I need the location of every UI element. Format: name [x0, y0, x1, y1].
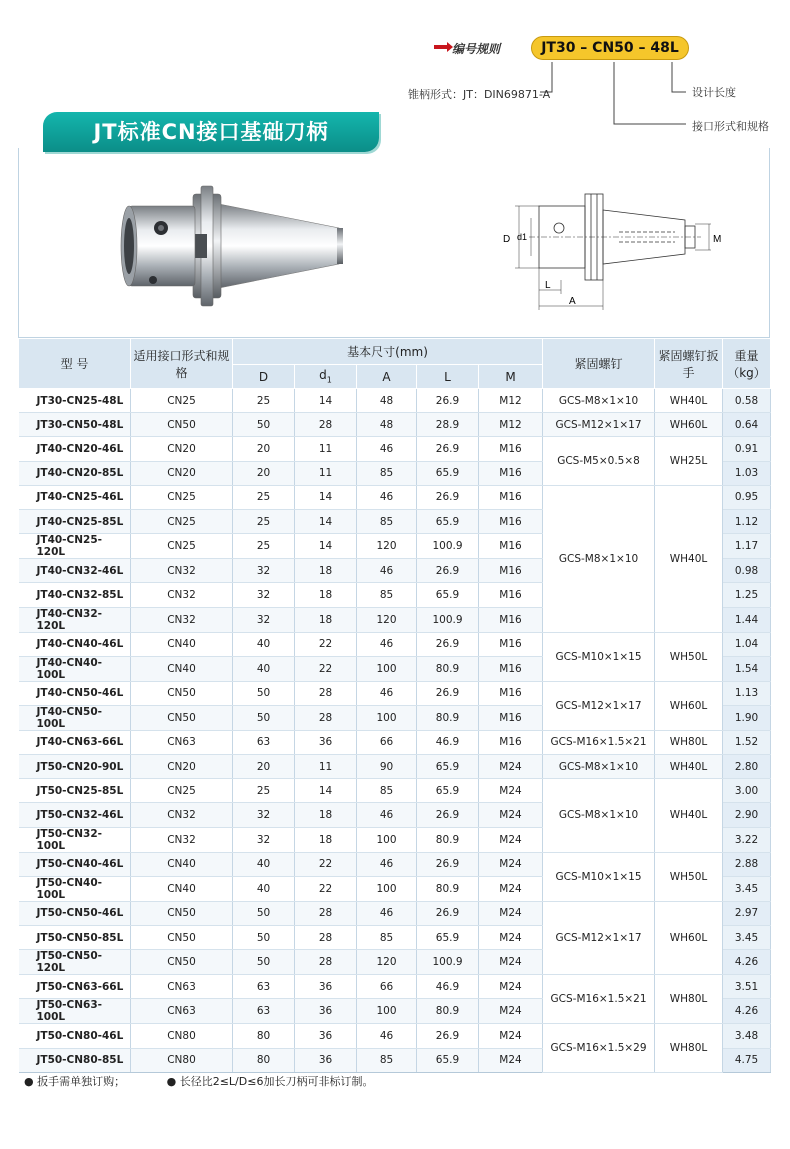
dim-L-cell: 26.9	[417, 632, 479, 656]
dim-d1-cell: 22	[295, 876, 357, 901]
screw-cell: GCS-M12×1×17	[543, 901, 655, 974]
dim-D-cell: 50	[233, 413, 295, 437]
dim-A-cell: 100	[357, 999, 417, 1024]
dim-d1-cell: 28	[295, 901, 357, 925]
dim-D-cell: 63	[233, 730, 295, 754]
dim-D-cell: 40	[233, 876, 295, 901]
table-row	[19, 485, 771, 509]
dim-d1-cell: 14	[295, 389, 357, 413]
interface-cell: CN32	[131, 607, 233, 632]
dim-d1-cell: 28	[295, 950, 357, 975]
weight-cell: 1.44	[723, 607, 771, 632]
model-cell: JT40-CN25-46L	[19, 485, 131, 509]
dim-L-cell: 100.9	[417, 950, 479, 975]
dim-d1-cell: 28	[295, 705, 357, 730]
dim-L-cell: 26.9	[417, 901, 479, 925]
col-header-A: A	[357, 365, 417, 389]
interface-cell: CN50	[131, 901, 233, 925]
dim-M-cell: M24	[479, 803, 543, 827]
dim-M-cell: M24	[479, 779, 543, 803]
dim-D-cell: 25	[233, 779, 295, 803]
weight-cell: 2.97	[723, 901, 771, 925]
dim-d1-cell: 36	[295, 975, 357, 999]
dim-D-label: D	[503, 234, 511, 245]
dim-M-cell: M16	[479, 437, 543, 461]
weight-cell: 3.51	[723, 975, 771, 999]
dim-L-cell: 26.9	[417, 1024, 479, 1048]
model-cell: JT30-CN50-48L	[19, 413, 131, 437]
dim-d1-cell: 36	[295, 1024, 357, 1048]
dim-d1-cell: 22	[295, 656, 357, 681]
coding-rule-label: 编号规则	[452, 42, 501, 56]
dim-D-cell: 80	[233, 1048, 295, 1072]
dim-M-cell: M16	[479, 656, 543, 681]
dim-d1-cell: 18	[295, 559, 357, 583]
weight-cell: 1.25	[723, 583, 771, 607]
model-cell: JT40-CN25-120L	[19, 534, 131, 559]
dim-D-cell: 32	[233, 803, 295, 827]
col-header-weight: 重量（kg）	[723, 339, 771, 389]
weight-cell: 3.22	[723, 827, 771, 852]
model-cell: JT40-CN40-100L	[19, 656, 131, 681]
screw-cell: GCS-M8×1×10	[543, 779, 655, 852]
dim-M-cell: M16	[479, 632, 543, 656]
table-row	[19, 632, 771, 656]
dim-D-cell: 50	[233, 681, 295, 705]
col-header-dims: 基本尺寸(mm)	[233, 339, 543, 365]
dim-M-cell: M16	[479, 485, 543, 509]
dim-D-cell: 32	[233, 607, 295, 632]
interface-cell: CN40	[131, 656, 233, 681]
model-cell: JT50-CN80-46L	[19, 1024, 131, 1048]
dim-A-cell: 90	[357, 755, 417, 779]
weight-cell: 1.03	[723, 461, 771, 485]
dim-d1-cell: 28	[295, 926, 357, 950]
dim-A-cell: 100	[357, 876, 417, 901]
interface-cell: CN63	[131, 975, 233, 999]
dim-D-cell: 50	[233, 705, 295, 730]
dim-d1-cell: 14	[295, 779, 357, 803]
interface-cell: CN50	[131, 681, 233, 705]
dim-A-cell: 46	[357, 437, 417, 461]
weight-cell: 1.52	[723, 730, 771, 754]
dim-D-cell: 20	[233, 437, 295, 461]
dim-D-cell: 32	[233, 559, 295, 583]
dim-M-cell: M24	[479, 901, 543, 925]
wrench-cell: WH80L	[655, 1024, 723, 1072]
dim-d1-cell: 11	[295, 755, 357, 779]
dim-A-cell: 100	[357, 827, 417, 852]
interface-cell: CN32	[131, 583, 233, 607]
dim-D-cell: 50	[233, 901, 295, 925]
table-row	[19, 681, 771, 705]
dim-L-cell: 65.9	[417, 1048, 479, 1072]
interface-cell: CN50	[131, 705, 233, 730]
dim-A-cell: 46	[357, 681, 417, 705]
dim-M-cell: M16	[479, 730, 543, 754]
model-cell: JT40-CN63-66L	[19, 730, 131, 754]
dim-M-cell: M16	[479, 681, 543, 705]
weight-cell: 1.54	[723, 656, 771, 681]
dim-D-cell: 25	[233, 389, 295, 413]
dim-M-cell: M24	[479, 827, 543, 852]
footnotes	[24, 1073, 411, 1089]
model-cell: JT50-CN20-90L	[19, 755, 131, 779]
dim-L-cell: 80.9	[417, 656, 479, 681]
interface-note: 接口形式和规格	[692, 120, 769, 133]
dim-A-cell: 46	[357, 1024, 417, 1048]
dim-A-cell: 85	[357, 509, 417, 533]
col-header-d1: $d_1$	[295, 365, 357, 389]
dim-d1-cell: 22	[295, 632, 357, 656]
weight-cell: 0.64	[723, 413, 771, 437]
dim-L-cell: 80.9	[417, 999, 479, 1024]
dim-A-cell: 120	[357, 607, 417, 632]
dim-A-cell: 85	[357, 583, 417, 607]
wrench-cell: WH40L	[655, 779, 723, 852]
model-cell: JT50-CN40-46L	[19, 852, 131, 876]
model-cell: JT50-CN50-85L	[19, 926, 131, 950]
dim-A-cell: 85	[357, 779, 417, 803]
dim-M-cell: M16	[479, 559, 543, 583]
weight-cell: 3.48	[723, 1024, 771, 1048]
wrench-cell: WH40L	[655, 755, 723, 779]
interface-cell: CN20	[131, 437, 233, 461]
dim-L-cell: 65.9	[417, 755, 479, 779]
model-cell: JT50-CN50-46L	[19, 901, 131, 925]
dim-L-cell: 100.9	[417, 534, 479, 559]
dim-A-cell: 100	[357, 705, 417, 730]
footnote-custom: ● 长径比2≤L/D≤6加长刀柄可非标订制。	[166, 1075, 374, 1088]
dim-A-cell: 48	[357, 389, 417, 413]
dim-A-cell: 66	[357, 975, 417, 999]
col-header-wrench: 紧固螺钉扳手	[655, 339, 723, 389]
interface-cell: CN40	[131, 632, 233, 656]
dim-L-cell: 28.9	[417, 413, 479, 437]
interface-cell: CN80	[131, 1024, 233, 1048]
model-cell: JT40-CN32-120L	[19, 607, 131, 632]
dim-A-cell: 120	[357, 534, 417, 559]
table-row	[19, 901, 771, 925]
model-cell: JT40-CN20-46L	[19, 437, 131, 461]
dim-D-cell: 80	[233, 1024, 295, 1048]
dim-M-cell: M24	[479, 876, 543, 901]
dim-L-cell: 26.9	[417, 681, 479, 705]
dim-d1-cell: 11	[295, 461, 357, 485]
screw-cell: GCS-M10×1×15	[543, 852, 655, 901]
screw-cell: GCS-M16×1.5×21	[543, 730, 655, 754]
model-cell: JT50-CN32-100L	[19, 827, 131, 852]
dim-L-cell: 46.9	[417, 975, 479, 999]
interface-cell: CN25	[131, 534, 233, 559]
dim-L-cell: 65.9	[417, 583, 479, 607]
weight-cell: 1.17	[723, 534, 771, 559]
wrench-cell: WH25L	[655, 437, 723, 485]
interface-cell: CN80	[131, 1048, 233, 1072]
screw-cell: GCS-M8×1×10	[543, 485, 655, 632]
interface-cell: CN40	[131, 852, 233, 876]
interface-cell: CN63	[131, 999, 233, 1024]
interface-cell: CN50	[131, 950, 233, 975]
col-header-interface: 适用接口形式和规格	[131, 339, 233, 389]
dim-D-cell: 40	[233, 852, 295, 876]
dim-A-label: A	[569, 296, 576, 307]
wrench-cell: WH40L	[655, 389, 723, 413]
product-panel	[18, 148, 770, 338]
dim-d1-cell: 18	[295, 583, 357, 607]
dim-M-cell: M24	[479, 999, 543, 1024]
wrench-cell: WH80L	[655, 730, 723, 754]
model-cell: JT30-CN25-48L	[19, 389, 131, 413]
model-cell: JT50-CN32-46L	[19, 803, 131, 827]
dim-L-cell: 65.9	[417, 509, 479, 533]
table-row	[19, 437, 771, 461]
section-title-banner	[43, 112, 379, 152]
dim-L-cell: 26.9	[417, 485, 479, 509]
dim-d1-cell: 36	[295, 730, 357, 754]
dim-L-cell: 26.9	[417, 559, 479, 583]
interface-cell: CN20	[131, 461, 233, 485]
dim-A-cell: 46	[357, 485, 417, 509]
dim-M-label: M	[713, 234, 722, 245]
dim-d1-cell: 36	[295, 1048, 357, 1072]
table-row	[19, 389, 771, 413]
weight-cell: 1.90	[723, 705, 771, 730]
wrench-cell: WH60L	[655, 413, 723, 437]
interface-cell: CN50	[131, 926, 233, 950]
model-cell: JT40-CN40-46L	[19, 632, 131, 656]
dim-d1-cell: 36	[295, 999, 357, 1024]
weight-cell: 1.04	[723, 632, 771, 656]
section-title: JT标准CN接口基础刀柄	[93, 120, 329, 144]
wrench-cell: WH50L	[655, 852, 723, 901]
screw-cell: GCS-M16×1.5×21	[543, 975, 655, 1024]
interface-cell: CN32	[131, 827, 233, 852]
interface-cell: CN25	[131, 389, 233, 413]
dim-A-cell: 46	[357, 803, 417, 827]
table-row	[19, 730, 771, 754]
dim-L-cell: 26.9	[417, 437, 479, 461]
spec-table	[18, 338, 770, 1073]
dim-M-cell: M12	[479, 413, 543, 437]
screw-cell: GCS-M16×1.5×29	[543, 1024, 655, 1072]
dim-d1-cell: 18	[295, 607, 357, 632]
dim-M-cell: M24	[479, 1024, 543, 1048]
dim-d1-cell: 18	[295, 827, 357, 852]
interface-cell: CN25	[131, 509, 233, 533]
dim-M-cell: M12	[479, 389, 543, 413]
dim-L-cell: 26.9	[417, 803, 479, 827]
dim-D-cell: 63	[233, 999, 295, 1024]
model-cell: JT40-CN25-85L	[19, 509, 131, 533]
table-row	[19, 755, 771, 779]
wrench-cell: WH60L	[655, 681, 723, 730]
wrench-cell: WH50L	[655, 632, 723, 681]
tool-holder-photo	[109, 176, 369, 316]
table-row	[19, 779, 771, 803]
dim-D-cell: 25	[233, 509, 295, 533]
interface-cell: CN63	[131, 730, 233, 754]
weight-cell: 0.98	[723, 559, 771, 583]
red-arrow-icon	[434, 45, 448, 49]
dim-A-cell: 120	[357, 950, 417, 975]
model-cell: JT50-CN40-100L	[19, 876, 131, 901]
dim-A-cell: 46	[357, 559, 417, 583]
dim-M-cell: M16	[479, 705, 543, 730]
weight-cell: 4.26	[723, 950, 771, 975]
coding-rule-code: JT30 – CN50 – 48L	[531, 36, 689, 60]
dim-M-cell: M24	[479, 852, 543, 876]
screw-cell: GCS-M8×1×10	[543, 389, 655, 413]
screw-cell: GCS-M5×0.5×8	[543, 437, 655, 485]
col-header-screw: 紧固螺钉	[543, 339, 655, 389]
screw-cell: GCS-M12×1×17	[543, 681, 655, 730]
dim-D-cell: 50	[233, 950, 295, 975]
dim-D-cell: 40	[233, 656, 295, 681]
col-header-M: M	[479, 365, 543, 389]
dim-d1-label: d1	[517, 232, 528, 242]
length-note: 设计长度	[692, 86, 736, 99]
dim-D-cell: 25	[233, 485, 295, 509]
dim-M-cell: M24	[479, 950, 543, 975]
dim-A-cell: 46	[357, 632, 417, 656]
dim-L-cell: 80.9	[417, 827, 479, 852]
taper-note: 锥柄形式：JT：DIN69871-A	[408, 88, 551, 101]
screw-cell: GCS-M12×1×17	[543, 413, 655, 437]
model-cell: JT40-CN32-46L	[19, 559, 131, 583]
dim-M-cell: M24	[479, 926, 543, 950]
dim-M-cell: M16	[479, 509, 543, 533]
dim-D-cell: 25	[233, 534, 295, 559]
dim-A-cell: 66	[357, 730, 417, 754]
dim-D-cell: 40	[233, 632, 295, 656]
interface-cell: CN40	[131, 876, 233, 901]
dim-D-cell: 63	[233, 975, 295, 999]
dim-d1-cell: 22	[295, 852, 357, 876]
dim-A-cell: 46	[357, 901, 417, 925]
dim-M-cell: M16	[479, 461, 543, 485]
wrench-cell: WH60L	[655, 901, 723, 974]
dim-M-cell: M24	[479, 755, 543, 779]
wrench-cell: WH40L	[655, 485, 723, 632]
table-row	[19, 975, 771, 999]
weight-cell: 1.12	[723, 509, 771, 533]
screw-cell: GCS-M8×1×10	[543, 755, 655, 779]
dim-M-cell: M24	[479, 975, 543, 999]
model-cell: JT40-CN32-85L	[19, 583, 131, 607]
dim-L-cell: 46.9	[417, 730, 479, 754]
weight-cell: 0.91	[723, 437, 771, 461]
dim-d1-cell: 14	[295, 485, 357, 509]
interface-cell: CN32	[131, 803, 233, 827]
weight-cell: 2.90	[723, 803, 771, 827]
model-cell: JT50-CN63-66L	[19, 975, 131, 999]
col-header-L: L	[417, 365, 479, 389]
model-cell: JT40-CN20-85L	[19, 461, 131, 485]
model-cell: JT50-CN50-120L	[19, 950, 131, 975]
screw-cell: GCS-M10×1×15	[543, 632, 655, 681]
weight-cell: 2.80	[723, 755, 771, 779]
dim-D-cell: 32	[233, 583, 295, 607]
dim-L-cell: 80.9	[417, 705, 479, 730]
weight-cell: 4.75	[723, 1048, 771, 1072]
weight-cell: 3.00	[723, 779, 771, 803]
dim-L-cell: 65.9	[417, 779, 479, 803]
col-header-D: D	[233, 365, 295, 389]
weight-cell: 3.45	[723, 876, 771, 901]
model-cell: JT50-CN80-85L	[19, 1048, 131, 1072]
dim-D-cell: 20	[233, 461, 295, 485]
weight-cell: 4.26	[723, 999, 771, 1024]
dim-M-cell: M16	[479, 534, 543, 559]
dim-L-cell: 100.9	[417, 607, 479, 632]
dim-A-cell: 85	[357, 461, 417, 485]
dim-L-cell: 65.9	[417, 926, 479, 950]
dim-M-cell: M16	[479, 607, 543, 632]
model-cell: JT50-CN63-100L	[19, 999, 131, 1024]
dim-D-cell: 50	[233, 926, 295, 950]
dim-M-cell: M24	[479, 1048, 543, 1072]
dim-L-label: L	[545, 280, 551, 291]
dim-L-cell: 80.9	[417, 876, 479, 901]
wrench-cell: WH80L	[655, 975, 723, 1024]
col-header-model: 型 号	[19, 339, 131, 389]
dim-d1-cell: 18	[295, 803, 357, 827]
table-row	[19, 852, 771, 876]
weight-cell: 0.58	[723, 389, 771, 413]
dim-L-cell: 26.9	[417, 852, 479, 876]
model-cell: JT40-CN50-46L	[19, 681, 131, 705]
dim-d1-cell: 28	[295, 413, 357, 437]
dim-A-cell: 48	[357, 413, 417, 437]
spec-table-body	[19, 389, 771, 1073]
dim-M-cell: M16	[479, 583, 543, 607]
weight-cell: 3.45	[723, 926, 771, 950]
interface-cell: CN50	[131, 413, 233, 437]
dim-d1-cell: 11	[295, 437, 357, 461]
weight-cell: 0.95	[723, 485, 771, 509]
weight-cell: 1.13	[723, 681, 771, 705]
interface-cell: CN25	[131, 779, 233, 803]
dim-d1-cell: 14	[295, 534, 357, 559]
dim-A-cell: 85	[357, 1048, 417, 1072]
interface-cell: CN32	[131, 559, 233, 583]
dim-A-cell: 46	[357, 852, 417, 876]
dim-d1-cell: 14	[295, 509, 357, 533]
dim-D-cell: 20	[233, 755, 295, 779]
interface-cell: CN20	[131, 755, 233, 779]
model-cell: JT50-CN25-85L	[19, 779, 131, 803]
table-row	[19, 1024, 771, 1048]
weight-cell: 2.88	[723, 852, 771, 876]
dim-D-cell: 32	[233, 827, 295, 852]
interface-cell: CN25	[131, 485, 233, 509]
table-row	[19, 413, 771, 437]
dim-A-cell: 100	[357, 656, 417, 681]
model-cell: JT40-CN50-100L	[19, 705, 131, 730]
dim-A-cell: 85	[357, 926, 417, 950]
tool-holder-drawing	[479, 176, 729, 316]
dim-L-cell: 26.9	[417, 389, 479, 413]
footnote-wrench: ● 扳手需单独订购；	[24, 1075, 126, 1088]
dim-L-cell: 65.9	[417, 461, 479, 485]
dim-d1-cell: 28	[295, 681, 357, 705]
